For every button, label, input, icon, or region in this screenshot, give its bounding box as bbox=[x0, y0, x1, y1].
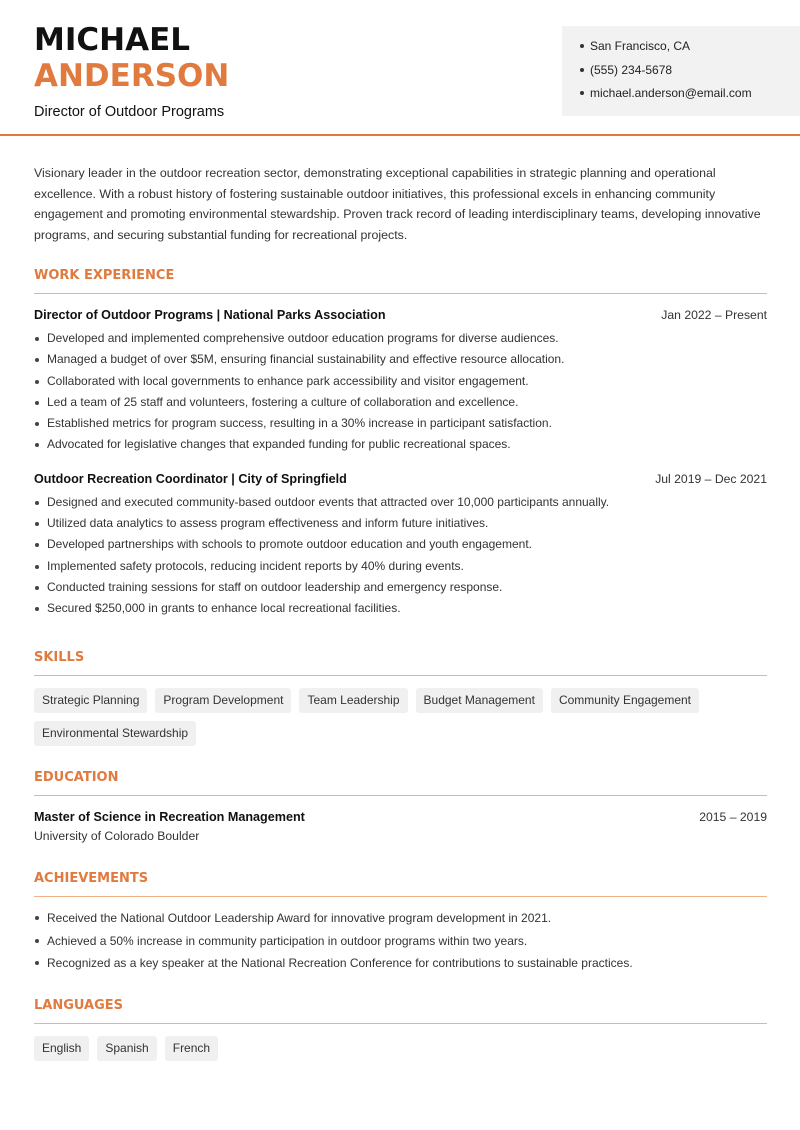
contact-location bbox=[580, 38, 800, 62]
list-item: Led a team of 25 staff and volunteers, fostering a culture of collaboration and excellence. bbox=[34, 392, 767, 413]
language-tag: French bbox=[165, 1036, 218, 1061]
work-experience-section bbox=[34, 268, 767, 620]
skill-tag: Strategic Planning bbox=[34, 688, 147, 713]
summary-text: Visionary leader in the outdoor recreation sector, demonstrating exceptional capabilities in strategic planning and operational excellence. With a robust history of fostering sustainable outdoor initiatives, this professional excels in enhancing community engagement and promoting environmental stewardship. Proven track record of leading interdisciplinary teams, developing innovative programs, and securing substantial funding for recreational projects. bbox=[34, 166, 761, 243]
list-item: Developed and implemented comprehensive outdoor education programs for diverse audiences. bbox=[34, 328, 767, 349]
section-title-achievements: ACHIEVEMENTS bbox=[34, 871, 767, 897]
skill-tag: Team Leadership bbox=[299, 688, 407, 713]
list-item: Received the National Outdoor Leadership Award for innovative program development in 2021. bbox=[34, 907, 767, 930]
school-name: University of Colorado Boulder bbox=[34, 829, 200, 843]
bullet-icon bbox=[580, 68, 584, 72]
bullet-icon bbox=[580, 91, 584, 95]
last-name: ANDERSON bbox=[34, 58, 230, 94]
degree-title: Master of Science in Recreation Management bbox=[34, 810, 305, 824]
list-item: Managed a budget of over $5M, ensuring financial sustainability and effective resource allocation. bbox=[34, 349, 767, 370]
list-item: Recognized as a key speaker at the National Recreation Conference for contributions to sustainable practices. bbox=[34, 952, 767, 975]
contact-phone bbox=[580, 62, 800, 86]
education-dates: 2015 – 2019 bbox=[699, 810, 767, 824]
skills-section bbox=[34, 650, 767, 746]
job-bullets bbox=[34, 492, 767, 620]
job-title-headline: Director of Outdoor Programs bbox=[34, 104, 225, 120]
list-item: Advocated for legislative changes that expanded funding for public recreational spaces. bbox=[34, 434, 767, 455]
education-header bbox=[34, 810, 767, 824]
list-item: Achieved a 50% increase in community participation in outdoor programs within two years. bbox=[34, 930, 767, 953]
skill-tag: Environmental Stewardship bbox=[34, 721, 196, 746]
language-tag: Spanish bbox=[97, 1036, 156, 1061]
job-header bbox=[34, 308, 767, 322]
summary-section bbox=[34, 163, 767, 246]
list-item: Implemented safety protocols, reducing incident reports by 40% during events. bbox=[34, 556, 767, 577]
section-title-education: EDUCATION bbox=[34, 770, 767, 796]
skill-tag: Community Engagement bbox=[551, 688, 699, 713]
section-title-skills: SKILLS bbox=[34, 650, 767, 676]
job-title: Director of Outdoor Programs | National Parks Association bbox=[34, 308, 386, 322]
skill-tag: Budget Management bbox=[416, 688, 543, 713]
languages-section bbox=[34, 998, 767, 1061]
list-item: Designed and executed community-based outdoor events that attracted over 10,000 participants annually. bbox=[34, 492, 767, 513]
achievements-section bbox=[34, 871, 767, 975]
skills-tags bbox=[34, 688, 767, 746]
job-dates: Jul 2019 – Dec 2021 bbox=[655, 471, 767, 486]
list-item: Developed partnerships with schools to promote outdoor education and youth engagement. bbox=[34, 534, 767, 555]
education-section bbox=[34, 770, 767, 843]
language-tags bbox=[34, 1036, 767, 1061]
location-text: San Francisco, CA bbox=[590, 39, 691, 53]
first-name: MICHAEL bbox=[34, 22, 190, 58]
section-title-languages: LANGUAGES bbox=[34, 998, 767, 1024]
job-title: Outdoor Recreation Coordinator | City of Springfield bbox=[34, 471, 347, 486]
job-bullets bbox=[34, 328, 767, 456]
contact-box bbox=[562, 26, 800, 116]
skill-tag: Program Development bbox=[155, 688, 291, 713]
resume-header bbox=[0, 0, 800, 136]
list-item: Established metrics for program success, resulting in a 30% increase in participant satisfaction. bbox=[34, 413, 767, 434]
list-item: Collaborated with local governments to enhance park accessibility and visitor engagement. bbox=[34, 371, 767, 392]
contact-email bbox=[580, 85, 800, 109]
list-item: Conducted training sessions for staff on outdoor leadership and emergency response. bbox=[34, 577, 767, 598]
list-item: Secured $250,000 in grants to enhance local recreational facilities. bbox=[34, 598, 767, 619]
email-text: michael.anderson@email.com bbox=[590, 86, 752, 100]
phone-text: (555) 234-5678 bbox=[590, 62, 673, 77]
list-item: Utilized data analytics to assess program effectiveness and inform future initiatives. bbox=[34, 513, 767, 534]
language-tag: English bbox=[34, 1036, 89, 1061]
job-header bbox=[34, 472, 767, 486]
achievement-bullets bbox=[34, 907, 767, 975]
name-block bbox=[34, 22, 229, 120]
job-dates: Jan 2022 – Present bbox=[661, 308, 767, 322]
section-title-work: WORK EXPERIENCE bbox=[34, 268, 767, 294]
bullet-icon bbox=[580, 44, 584, 48]
